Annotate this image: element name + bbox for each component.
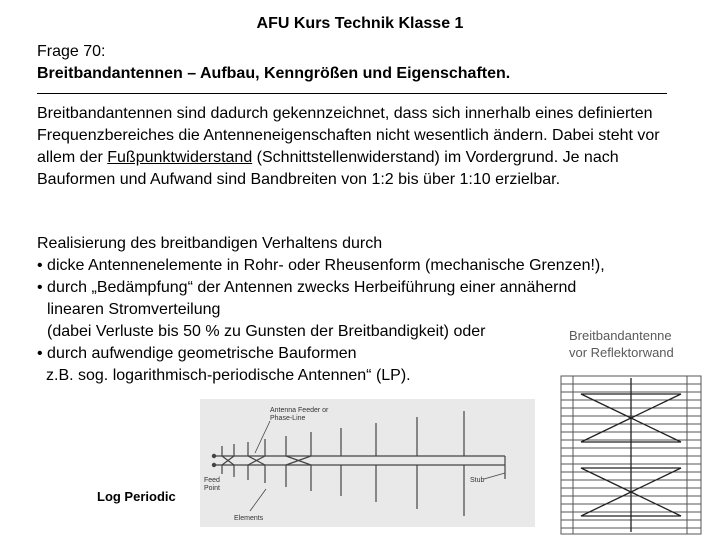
reflector-wall-figure bbox=[553, 318, 708, 536]
bullet-geometric-example: z.B. sog. logarithmisch-periodische Antennen“ (LP). bbox=[46, 367, 411, 384]
paragraph-definition-text-start: Breitbandantennen sind dadurch gekennzeichnet, dass sich innerhalb eines definierten Frequenzbereiches die Antenneneigenschaften nicht wesentlich ändern. Dabei steht vor allem der bbox=[37, 105, 660, 166]
paragraph-definition-text-end: (Schnittstellenwiderstand) im Vordergrund. Je nach Bauformen und Aufwand sind Bandbreiten von 1:2 bis über 1:10 erzielbar. bbox=[37, 149, 619, 188]
label-phase-line: Phase-Line bbox=[270, 415, 306, 422]
label-elements: Elements bbox=[234, 515, 264, 522]
log-periodic-caption: Log Periodic bbox=[97, 489, 176, 504]
bullet-geometric: • durch aufwendige geometrische Bauformen bbox=[37, 345, 357, 362]
bullet-damping-note: (dabei Verluste bis 50 % zu Gunsten der Breitbandigkeit) oder bbox=[47, 323, 486, 340]
bullet-damping-cont: linearen Stromverteilung bbox=[47, 301, 221, 318]
question-number: Frage 70: bbox=[37, 43, 106, 60]
label-point: Point bbox=[204, 485, 220, 492]
term-fusspunktwiderstand: Fußpunktwiderstand bbox=[107, 149, 253, 166]
document-header: AFU Kurs Technik Klasse 1 bbox=[256, 15, 464, 32]
label-stub: Stub bbox=[470, 477, 485, 484]
question-title: Breitbandantennen – Aufbau, Kenngrößen und Eigenschaften. bbox=[37, 65, 511, 82]
realization-intro: Realisierung des breitbandigen Verhaltens durch bbox=[37, 235, 383, 252]
reflector-figure-title-1: Breitbandantenne bbox=[569, 328, 672, 343]
label-antenna-feeder: Antenna Feeder or bbox=[270, 407, 329, 414]
divider bbox=[37, 93, 667, 94]
log-periodic-figure bbox=[200, 399, 535, 527]
paragraph-definition bbox=[37, 103, 697, 191]
bullet-damping: • durch „Bedämpfung“ der Antennen zwecks Herbeiführung einer annähernd bbox=[37, 279, 577, 296]
reflector-figure-title-2: vor Reflektorwand bbox=[569, 345, 674, 360]
label-feed: Feed bbox=[204, 477, 220, 484]
bullet-thick-elements: • dicke Antennenelemente in Rohr- oder Rheusenform (mechanische Grenzen!), bbox=[37, 257, 605, 274]
